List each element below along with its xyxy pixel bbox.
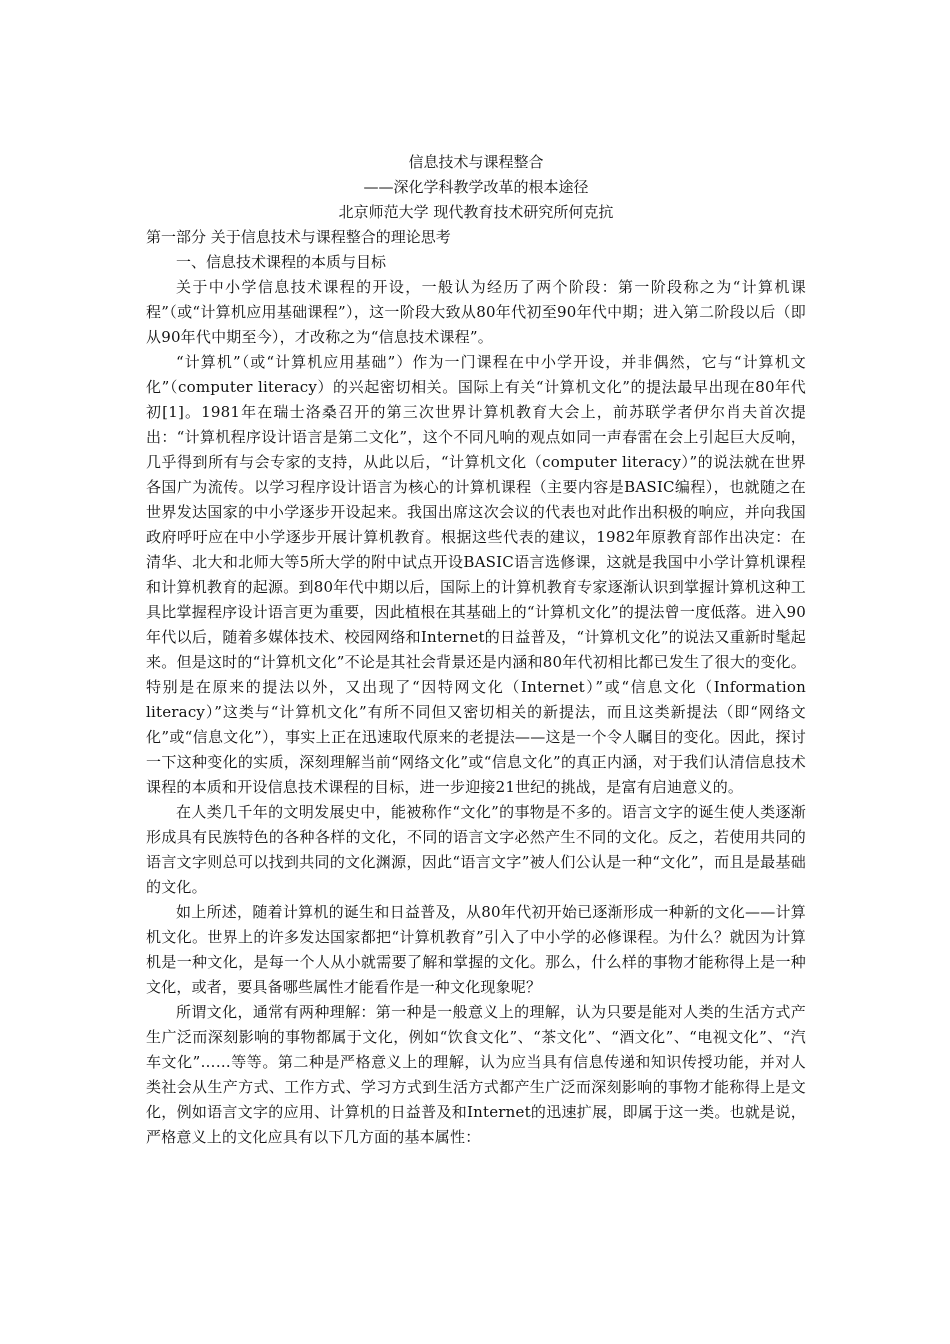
- body-paragraph-5: 所谓文化，通常有两种理解：第一种是一般意义上的理解，认为只要是能对人类的生活方式产生广泛而深刻影响的事物都属于文化，例如“饮食文化”、“茶文化”、“酒文化”、“电视文化”、“汽车文化”……等等。第二种是严格意义上的理解，认为应当具有信息传递和知识传授功能，并对人类社会从生产方式、工作方式、学习方式到生活方式都产生广泛而深刻影响的事物才能称得上是文化，例如语言文字的应用、计算机的日益普及和Internet的迅速扩展，即属于这一类。也就是说，严格意义上的文化应具有以下几方面的基本属性：: [146, 1003, 806, 1146]
- document-page: [146, 150, 806, 1150]
- body-paragraph-2: “计算机”（或“计算机应用基础”）作为一门课程在中小学开设，并非偶然，它与“计算机文化”（computer literacy）的兴起密切相关。国际上有关“计算机文化”的提法最早出现在80年代初[1]。1981年在瑞士洛桑召开的第三次世界计算机教育大会上，前苏联学者伊尔肖夫首次提出：“计算机程序设计语言是第二文化”，这个不同凡响的观点如同一声春雷在会上引起巨大反响，几乎得到所有与会专家的支持，从此以后，“计算机文化（computer literacy）”的说法就在世界各国广为流传。以学习程序设计语言为核心的计算机课程（主要内容是BASIC编程），也就随之在世界发达国家的中小学逐步开设起来。我国出席这次会议的代表也对此作出积极的响应，并向我国政府呼吁应在中小学逐步开展计算机教育。根据这些代表的建议，1982年原教育部作出决定：在清华、北大和北师大等5所大学的附中试点开设BASIC语言选修课，这就是我国中小学计算机课程和计算机教育的起源。到80年代中期以后，国际上的计算机教育专家逐渐认识到掌握计算机这种工具比掌握程序设计语言更为重要，因此植根在其基础上的“计算机文化”的提法曾一度低落。进入90年代以后，随着多媒体技术、校园网络和Internet的日益普及，“计算机文化”的说法又重新时髦起来。但是这时的“计算机文化”不论是其社会背景还是内涵和80年代初相比都已发生了很大的变化。特别是在原来的提法以外，又出现了“因特网文化（Internet）”或“信息文化（Information literacy）”这类与“计算机文化”有所不同但又密切相关的新提法，而且这类新提法（即“网络文化”或“信息文化”），事实上正在迅速取代原来的老提法——这是一个令人瞩目的变化。因此，探讨一下这种变化的实质，深刻理解当前“网络文化”或“信息文化”的真正内涵，对于我们认清信息技术课程的本质和开设信息技术课程的目标，进一步迎接21世纪的挑战，是富有启迪意义的。: [146, 353, 806, 796]
- part-heading: 第一部分 关于信息技术与课程整合的理论思考: [146, 228, 451, 246]
- body-paragraph-3: 在人类几千年的文明发展史中，能被称作“文化”的事物是不多的。语言文字的诞生使人类逐渐形成具有民族特色的各种各样的文化，不同的语言文字必然产生不同的文化。反之，若使用共同的语言文字则总可以找到共同的文化渊源，因此“语言文字”被人们公认是一种“文化”，而且是最基础的文化。: [146, 803, 806, 896]
- document-author: 北京师范大学 现代教育技术研究所何克抗: [338, 203, 614, 221]
- body-paragraph-4: 如上所述，随着计算机的诞生和日益普及，从80年代初开始已逐渐形成一种新的文化——计算机文化。世界上的许多发达国家都把“计算机教育”引入了中小学的必修课程。为什么？就因为计算机是一种文化，是每一个人从小就需要了解和掌握的文化。那么，什么样的事物才能称得上是一种文化，或者，要具备哪些属性才能看作是一种文化现象呢？: [146, 903, 806, 996]
- section-heading: 一、信息技术课程的本质与目标: [176, 253, 387, 271]
- document-subtitle: ——深化学科教学改革的根本途径: [363, 178, 589, 196]
- document-title: 信息技术与课程整合: [408, 153, 544, 171]
- body-paragraph-1: 关于中小学信息技术课程的开设，一般认为经历了两个阶段：第一阶段称之为“计算机课程”（或“计算机应用基础课程”），这一阶段大致从80年代初至90年代中期；进入第二阶段以后（即从90年代中期至今），才改称之为“信息技术课程”。: [146, 278, 806, 346]
